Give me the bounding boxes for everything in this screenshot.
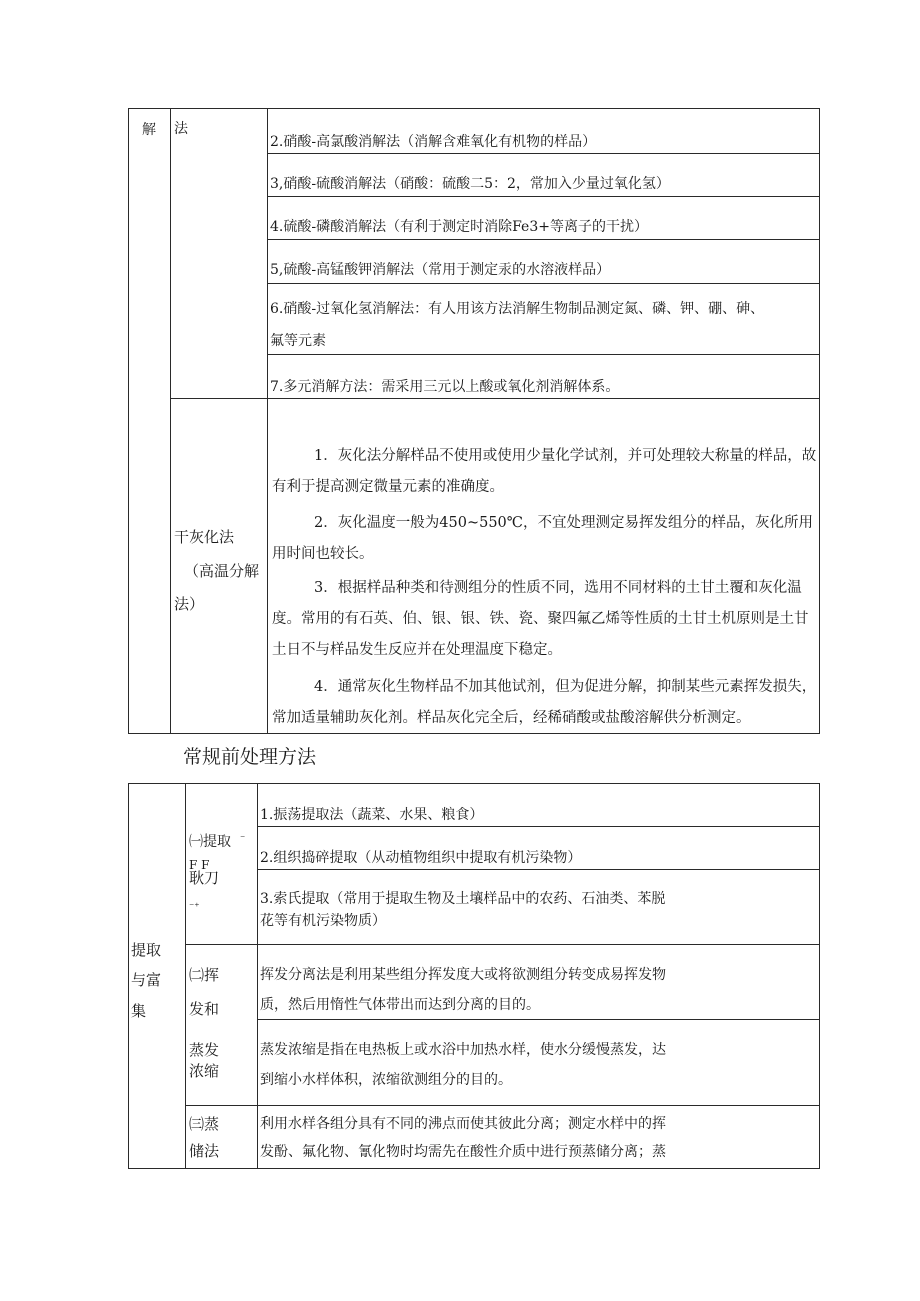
dry-ashing-paragraph: 1．灰化法分解样品不使用或使用少量化学试剂，并可处理较大称量的样品，故有利于提高测定微量元素的准确度。 (272, 448, 817, 495)
volatilization-label: 浓缩 (189, 1062, 220, 1080)
table-border-right (819, 783, 820, 1169)
extraction-label: 耿刀 (189, 869, 220, 887)
column-divider (185, 783, 186, 1169)
method-label: 法 (174, 121, 188, 137)
row-divider (257, 826, 820, 827)
table-border-top (128, 108, 820, 109)
column-divider (170, 108, 171, 734)
distillation-text: 发酚、氟化物、氰化物时均需先在酸性介质中进行预蒸储分离；蒸 (260, 1144, 666, 1160)
row-divider (185, 1105, 820, 1106)
row-divider (170, 398, 820, 399)
digestion-method-3: 3,硝酸-硫酸消解法（硝酸：硫酸二5：2，常加入少量过氧化氢） (270, 176, 670, 192)
extraction-label: F F (189, 858, 210, 872)
evaporation-text: 蒸发浓缩是指在电热板上或水浴中加热水样，使水分缓慢蒸发，达 (260, 1042, 666, 1058)
row-divider (267, 196, 820, 197)
digestion-method-6-cont: 氟等元素 (270, 333, 326, 349)
digestion-method-6: 6.硝酸-过氧化氢消解法：有人用该方法消解生物制品测定氮、磷、钾、硼、砷、 (270, 301, 765, 317)
volatilization-label: 发和 (189, 1000, 220, 1018)
dry-ashing-label: 干灰化法 (174, 528, 235, 546)
row-divider (267, 153, 820, 154)
row-divider (267, 354, 820, 355)
dry-ashing-paragraph: 4．通常灰化生物样品不加其他试剂，但为促进分解，抑制某些元素挥发损失，常加适量辅助灰化剂。样品灰化完全后，经稀硝酸或盐酸溶解供分析测定。 (272, 679, 817, 726)
table-border-left (128, 783, 129, 1169)
row-divider (257, 1019, 820, 1020)
row-divider (267, 283, 820, 284)
volatilization-label: 蒸发 (189, 1041, 220, 1059)
volatilization-text: 挥发分离法是利用某些组分挥发度大或将欲测组分转变成易挥发物 (260, 967, 666, 983)
volatilization-label: ㈡挥 (189, 966, 220, 984)
digestion-method-5: 5,硫酸-高锰酸钾消解法（常用于测定汞的水溶液样品） (270, 262, 611, 278)
volatilization-text: 质，然后用惰性气体带出而达到分离的目的。 (260, 997, 540, 1013)
section-caption: 常规前处理方法 (183, 746, 317, 768)
distillation-label: ㈢蒸 (189, 1115, 220, 1133)
digestion-method-4: 4.硫酸-磷酸消解法（有利于测定时消除Fe3+等离子的干扰） (270, 219, 648, 235)
digestion-method-7: 7.多元消解方法：需采用三元以上酸或氧化剂消解体系。 (270, 379, 620, 395)
extraction-method-2: 2.组织捣碎提取（从动植物组织中提取有机污染物） (260, 850, 582, 866)
dry-ashing-label: （高温分解 (184, 562, 260, 580)
distillation-label: 储法 (189, 1142, 220, 1160)
extraction-label: ㈠提取 (189, 834, 231, 850)
column-divider (267, 108, 268, 734)
category-label: 提取 (131, 941, 162, 959)
dry-ashing-paragraph: 2．灰化温度一般为450~550℃，不宜处理测定易挥发组分的样品，灰化所用用时间也较长。 (272, 515, 813, 562)
dry-ashing-label: 法） (174, 595, 205, 613)
category-label: 解 (142, 122, 156, 138)
row-divider (257, 869, 820, 870)
row-divider (267, 239, 820, 240)
column-divider (257, 783, 258, 1169)
distillation-text: 利用水样各组分具有不同的沸点而使其彼此分离；测定水样中的挥 (260, 1116, 666, 1132)
table-border-left (128, 108, 129, 734)
dry-ashing-paragraph: 3．根据样品种类和待测组分的性质不同，选用不同材料的土甘土覆和灰化温度。常用的有石英、伯、银、银、铁、瓷、聚四氟乙烯等性质的土甘土机原则是土甘土日不与样品发生反应并在处理温度下稳定。 (272, 580, 809, 658)
evaporation-text: 到缩小水样体积，浓缩欲测组分的目的。 (260, 1072, 512, 1088)
extraction-method-3: 3.索氏提取（常用于提取生物及土壤样品中的农药、石油类、苯脱 (260, 891, 666, 907)
category-label: 与富 (131, 971, 162, 989)
extraction-label: ⁻⁺ (189, 902, 200, 913)
extraction-method-1: 1.振荡提取法（蔬菜、水果、粮食） (260, 807, 484, 823)
table-border-top (128, 783, 820, 784)
table-border-bottom (128, 1168, 820, 1169)
row-divider (185, 944, 820, 945)
extraction-method-3-cont: 花等有机污染物质） (260, 913, 386, 929)
category-label: 集 (131, 1002, 147, 1020)
extraction-label: ⁻ (240, 834, 246, 845)
table-border-right (819, 108, 820, 734)
digestion-method-2: 2.硝酸-高氯酸消解法（消解含难氧化有机物的样品） (270, 134, 597, 150)
